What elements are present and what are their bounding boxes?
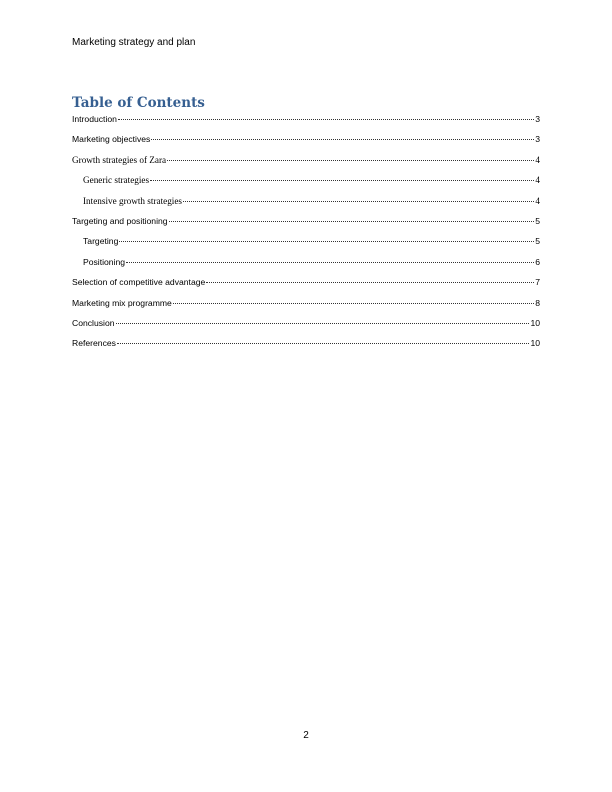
toc-dot-leader bbox=[169, 221, 535, 222]
toc-entry-targeting-and-positioning[interactable] bbox=[72, 216, 540, 236]
toc-dot-leader bbox=[151, 139, 534, 140]
toc-entry-label: Growth strategies of Zara bbox=[72, 154, 167, 165]
toc-entry-intensive-growth-strategies[interactable] bbox=[72, 196, 540, 216]
toc-entry-label: Conclusion bbox=[72, 317, 115, 328]
toc-entry-generic-strategies[interactable] bbox=[72, 175, 540, 195]
table-of-contents bbox=[72, 114, 540, 359]
toc-entry-positioning[interactable] bbox=[72, 257, 540, 277]
toc-entry-page: 3 bbox=[535, 134, 540, 145]
toc-entry-label: Targeting and positioning bbox=[72, 215, 168, 226]
toc-dot-leader bbox=[118, 119, 534, 120]
toc-entry-label: Introduction bbox=[72, 114, 117, 124]
toc-entry-page: 4 bbox=[535, 195, 540, 206]
running-header: Marketing strategy and plan bbox=[72, 37, 196, 48]
toc-entry-page: 7 bbox=[535, 277, 540, 288]
toc-dot-leader bbox=[183, 201, 534, 202]
toc-dot-leader bbox=[119, 241, 534, 242]
toc-entry-page: 8 bbox=[535, 297, 540, 308]
toc-entry-page: 4 bbox=[535, 175, 540, 186]
toc-dot-leader bbox=[117, 343, 529, 344]
toc-entry-competitive-advantage[interactable] bbox=[72, 277, 540, 297]
page-number: 2 bbox=[303, 730, 309, 741]
toc-dot-leader bbox=[173, 303, 534, 304]
toc-dot-leader bbox=[167, 160, 534, 161]
toc-entry-label: References bbox=[72, 338, 116, 349]
toc-dot-leader bbox=[150, 180, 534, 181]
toc-entry-label: Generic strategies bbox=[83, 175, 150, 186]
toc-entry-marketing-objectives[interactable] bbox=[72, 134, 540, 154]
toc-entry-page: 4 bbox=[535, 154, 540, 165]
toc-entry-page: 3 bbox=[535, 114, 540, 124]
toc-entry-label: Marketing mix programme bbox=[72, 297, 172, 308]
toc-entry-references[interactable] bbox=[72, 338, 540, 358]
toc-title: Table of Contents bbox=[72, 95, 205, 111]
toc-dot-leader bbox=[206, 282, 534, 283]
toc-entry-page: 6 bbox=[535, 256, 540, 267]
toc-entry-page: 10 bbox=[530, 317, 540, 328]
toc-entry-page: 5 bbox=[535, 215, 540, 226]
toc-entry-label: Selection of competitive advantage bbox=[72, 277, 206, 288]
toc-entry-label: Marketing objectives bbox=[72, 134, 151, 145]
toc-entry-label: Positioning bbox=[83, 256, 126, 267]
toc-entry-page: 5 bbox=[535, 236, 540, 247]
toc-entry-label: Intensive growth strategies bbox=[83, 195, 182, 206]
toc-entry-label: Targeting bbox=[83, 236, 119, 247]
toc-dot-leader bbox=[116, 323, 530, 324]
toc-entry-targeting[interactable] bbox=[72, 236, 540, 256]
toc-dot-leader bbox=[126, 262, 534, 263]
toc-entry-conclusion[interactable] bbox=[72, 318, 540, 338]
toc-entry-introduction[interactable] bbox=[72, 114, 540, 134]
toc-entry-page: 10 bbox=[530, 338, 540, 349]
toc-entry-marketing-mix[interactable] bbox=[72, 298, 540, 318]
toc-entry-growth-strategies[interactable] bbox=[72, 155, 540, 175]
